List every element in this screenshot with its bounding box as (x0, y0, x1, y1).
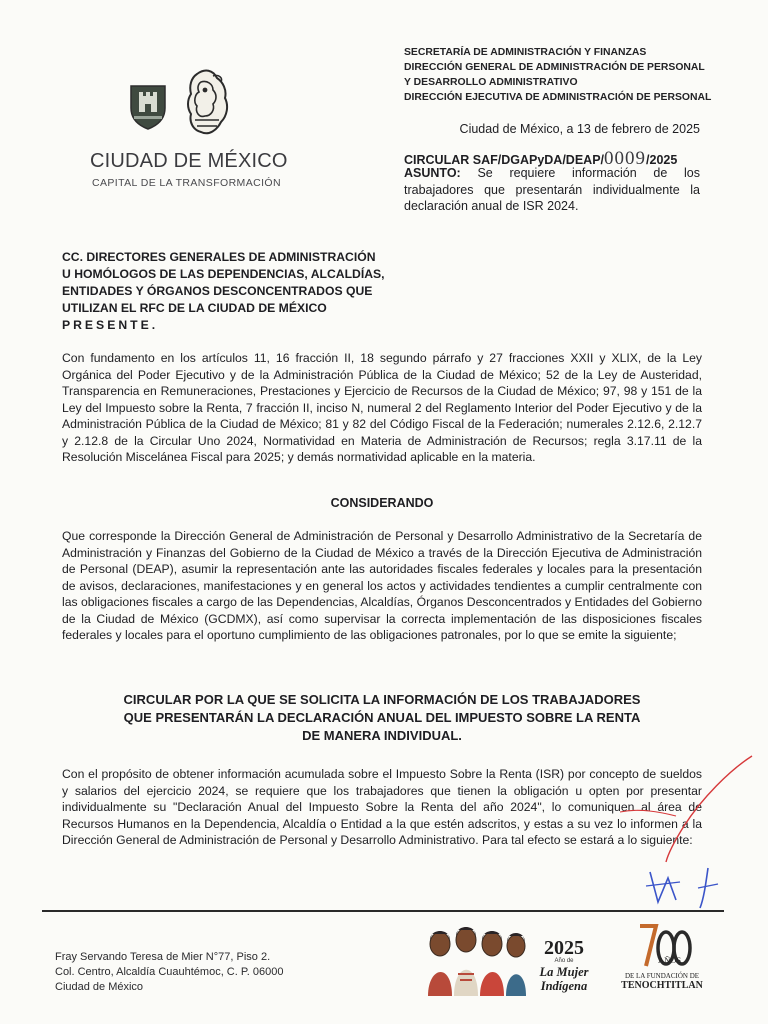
subject-text: Se requiere información de los trabajadores que presentarán individualmente la declaración anual de ISR 2024. (404, 166, 700, 213)
year-number: 2025 (544, 937, 584, 959)
indigenous-women-illustration-icon (424, 922, 536, 996)
circular-suffix: /2025 (646, 153, 678, 167)
footer-divider (42, 910, 724, 912)
considerando-heading: CONSIDERANDO (330, 496, 434, 510)
recipients-block (62, 249, 402, 334)
circular-title-line: CIRCULAR POR LA QUE SE SOLICITA LA INFORMACIÓN DE LOS TRABAJADORES (123, 692, 641, 707)
year-line2: Indígena (540, 979, 588, 993)
circular-title (62, 691, 702, 745)
considerando-paragraph: Que corresponde la Dirección General de Administración de Personal y Desarrollo Administrativo de la Secretaría de Administración y Finanzas del Gobierno de la Ciudad de México a través de la Dirección Ejecutiva de Administración de Personal (DEAP), asumir la representación ante las autoridades fiscales federales y locales para la presentación de avisos, declaraciones, manifestaciones y en general los actos y actividades tendientes a cumplir centralmente con las obligaciones fiscales a cargo de las Dependencias, Alcaldías, Órganos Desconcentrados y Entidades del Gobierno de la Ciudad de México (GCDMX), así como supervisar la correcta implementación de las disposiciones fiscales federales y locales para el oportuno cumplimiento de las obligaciones patronales, por lo que se emite la siguiente; (62, 529, 702, 642)
anniversary-line2: TENOCHTITLAN (621, 980, 703, 991)
address-block (55, 950, 284, 995)
address-line: Fray Servando Teresa de Mier N°77, Piso 2. (55, 951, 271, 963)
agency-line: SECRETARÍA DE ADMINISTRACIÓN Y FINANZAS (404, 47, 647, 58)
subject-label: ASUNTO: (404, 166, 461, 180)
address-line: Col. Centro, Alcaldía Cuauhtémoc, C. P. 06000 (55, 966, 284, 978)
recipient-line: U HOMÓLOGOS DE LAS DEPENDENCIAS, ALCALDÍAS, (62, 267, 385, 281)
anniversary-years-label: AÑOS (658, 955, 682, 965)
cdmx-logo (90, 66, 290, 196)
recipient-line: ENTIDADES Y ÓRGANOS DESCONCENTRADOS QUE (62, 284, 373, 298)
handwritten-signature-marks (580, 750, 760, 920)
eagle-emblem-icon (183, 68, 233, 138)
legal-basis-paragraph: Con fundamento en los artículos 11, 16 fracción II, 18 segundo párrafo y 27 fracciones XXII y XLIX, de la Ley Orgánica del Poder Ejecutivo y de la Administración Pública de la Ciudad de México; 52 de la Ley de Austeridad, Transparencia en Remuneraciones, Prestaciones y Ejercicio de Recursos de la Ciudad de México; 97, 98 y 151 de la Ley del Impuesto sobre la Renta, 7 fracción II, inciso N, numeral 2 del Reglamento Interior del Poder Ejecutivo y de la Administración Pública de la Ciudad de México; 81 y 82 del Código Fiscal de la Federación; numerales 2.12.6, 2.12.7 y 2.12.8 de la Circular Uno 2024, Normatividad en Materia de Administración de Recursos; regla 3.17.11 de la Resolución Miscelánea Fiscal para 2025; y demás normatividad aplicable en la materia. (62, 351, 702, 464)
circular-number: 0009 (604, 148, 647, 169)
present-label: PRESENTE. (62, 318, 159, 332)
agency-line: Y DESARROLLO ADMINISTRATIVO (404, 77, 578, 88)
subject (404, 165, 700, 215)
purpose-paragraph: Con el propósito de obtener información acumulada sobre el Impuesto Sobre la Renta (ISR) por concepto de sueldos y salarios del ejercicio 2024, se requiere que los trabajadores que tienen la obligación u opten por presentar individualmente su "Declaración Anual del Impuesto Sobre la Renta del año 2024", lo comuniquen al área de Recursos Humanos en la Dependencia, Alcaldía o Entidad a la que estén adscritos, y estas a su vez lo informen a la Dirección General de Administración de Personal y Desarrollo Administrativo. Para tal efecto se estará a lo siguiente: (62, 767, 702, 847)
year-line1: La Mujer (539, 965, 589, 979)
agency-line: DIRECCIÓN EJECUTIVA DE ADMINISTRACIÓN DE PERSONAL (404, 92, 712, 103)
agency-line: DIRECCIÓN GENERAL DE ADMINISTRACIÓN DE PERSONAL (404, 62, 705, 73)
recipient-line: CC. DIRECTORES GENERALES DE ADMINISTRACIÓN (62, 250, 376, 264)
agency-block (404, 45, 724, 105)
address-line: Ciudad de México (55, 981, 144, 993)
city-tagline: CAPITAL DE LA TRANSFORMACIÓN (92, 177, 281, 189)
circular-prefix: CIRCULAR SAF/DGAPyDA/DEAP/ (404, 153, 605, 167)
place-date: Ciudad de México, a 13 de febrero de 2025 (459, 122, 700, 136)
anniversary-badge (606, 922, 718, 992)
circular-title-line: QUE PRESENTARÁN LA DECLARACIÓN ANUAL DEL IMPUESTO SOBRE LA RENTA (123, 710, 641, 725)
recipient-line: UTILIZAN EL RFC DE LA CIUDAD DE MÉXICO (62, 301, 327, 315)
coat-of-arms-icon (128, 82, 168, 130)
year-badge (534, 938, 594, 998)
city-name: CIUDAD DE MÉXICO (90, 150, 288, 172)
year-small-label: Año de (554, 958, 574, 964)
anniversary-line1: DE LA FUNDACIÓN DE (624, 972, 700, 980)
circular-title-line: DE MANERA INDIVIDUAL. (302, 728, 462, 743)
